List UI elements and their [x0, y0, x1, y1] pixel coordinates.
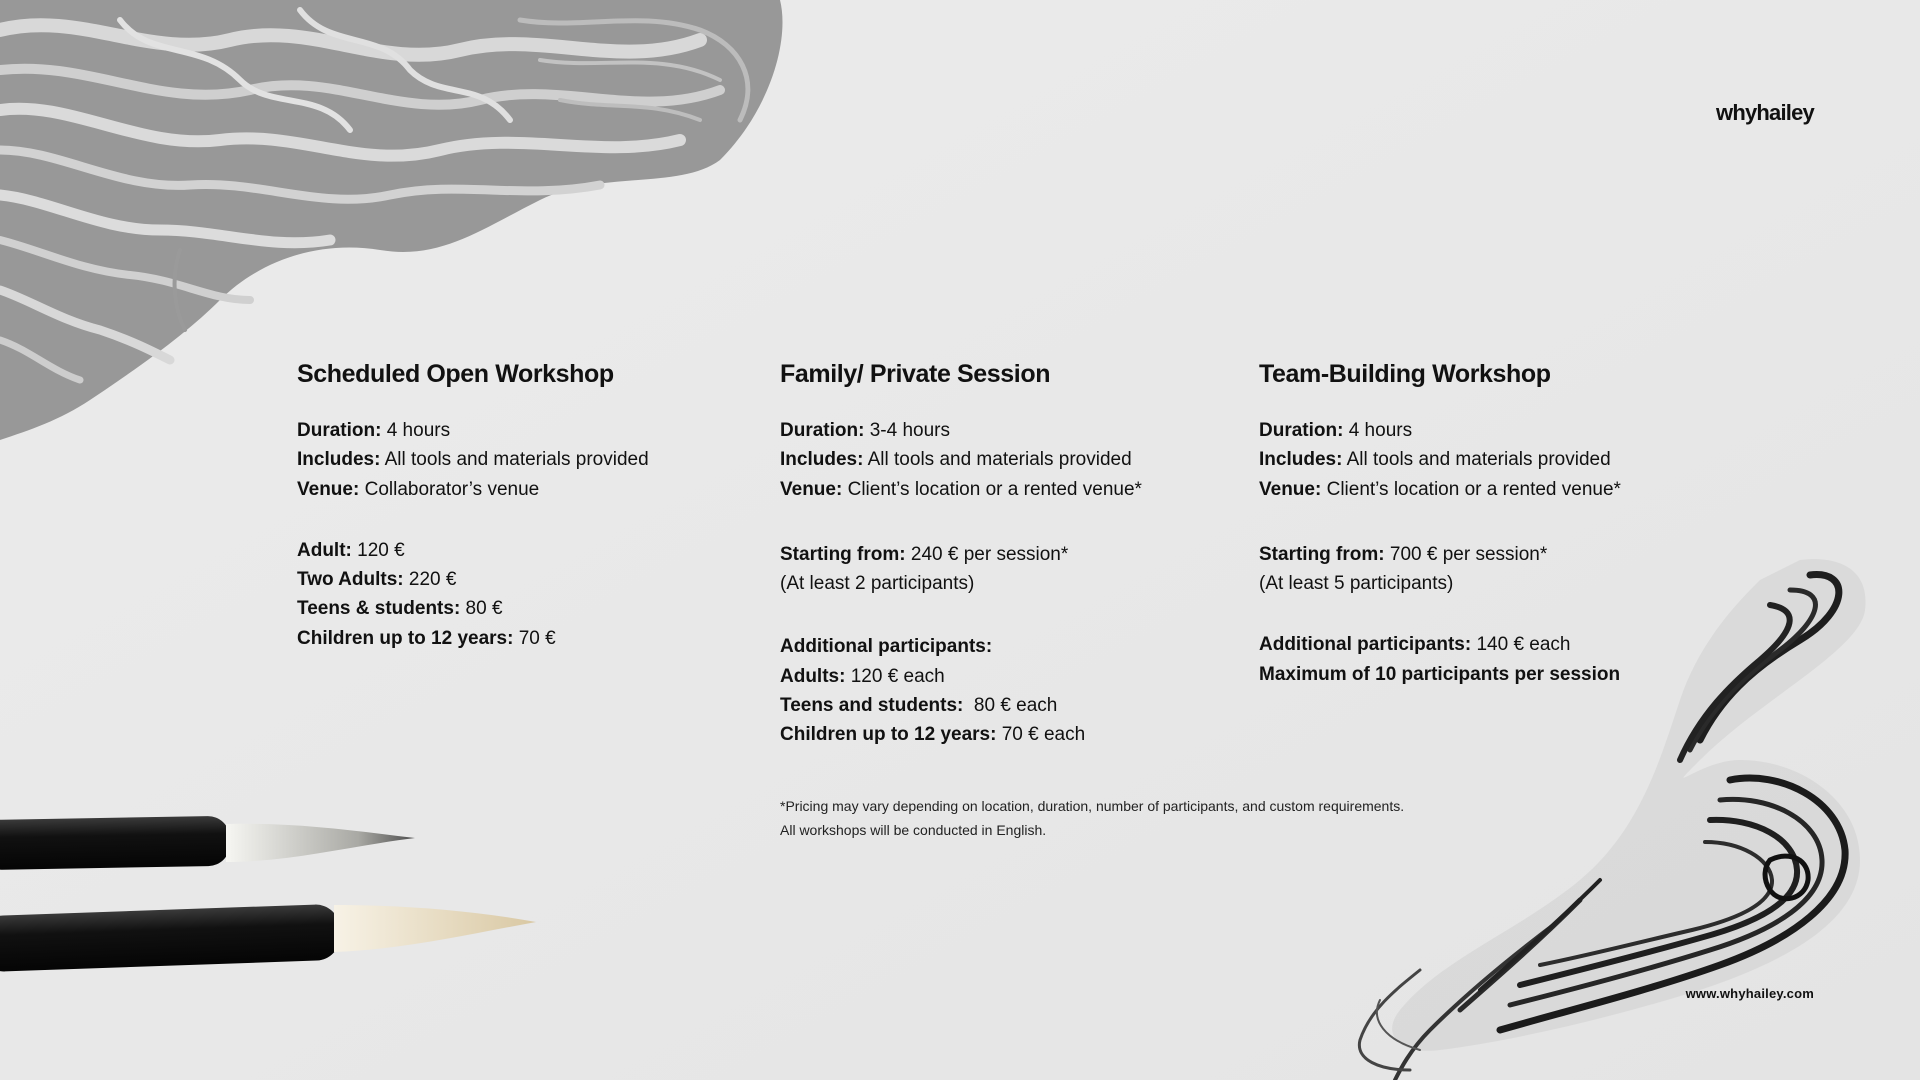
detail-includes: Includes: All tools and materials provided	[297, 449, 649, 471]
column-family-private-session	[780, 358, 1142, 750]
price-teens-students: Teens & students: 80 €	[297, 598, 503, 620]
additional-heading: Additional participants:	[780, 636, 993, 658]
detail-venue: Venue: Client’s location or a rented venue*	[780, 478, 1142, 500]
website-link[interactable]: www.whyhailey.com	[1685, 986, 1814, 1001]
column-title: Family/ Private Session	[780, 360, 1051, 388]
pricing-group	[780, 540, 1142, 599]
details-group	[1259, 416, 1621, 504]
detail-duration: Duration: 4 hours	[1259, 420, 1413, 441]
price-two-adults: Two Adults: 220 €	[297, 569, 457, 591]
pricing-group	[1259, 540, 1621, 599]
starting-from: Starting from: 700 € per session*	[1259, 543, 1548, 565]
detail-venue: Venue: Collaborator’s venue	[297, 478, 540, 500]
additional-children: Children up to 12 years: 70 € each	[780, 724, 1086, 746]
detail-duration: Duration: 4 hours	[297, 420, 451, 441]
additional-participants: Additional participants: 140 € each	[1259, 634, 1571, 656]
column-title: Team-Building Workshop	[1259, 360, 1551, 388]
maximum-participants: Maximum of 10 participants per session	[1259, 663, 1621, 685]
detail-includes: Includes: All tools and materials provided	[1259, 449, 1611, 471]
additional-group	[1259, 630, 1621, 689]
brand-logo: whyhailey	[1716, 100, 1814, 125]
footnote-pricing: *Pricing may vary depending on location, duration, number of participants, and custom requirements.	[780, 798, 1405, 814]
details-group	[297, 416, 649, 504]
column-title: Scheduled Open Workshop	[297, 360, 614, 388]
column-team-building-workshop	[1259, 358, 1621, 689]
details-group	[780, 416, 1142, 504]
detail-venue: Venue: Client’s location or a rented venue*	[1259, 478, 1621, 500]
prices-group	[297, 536, 649, 653]
minimum-participants: (At least 5 participants)	[1259, 573, 1454, 595]
additional-adults: Adults: 120 € each	[780, 665, 945, 687]
footnote	[780, 794, 1404, 842]
detail-duration: Duration: 3-4 hours	[780, 420, 950, 441]
price-adult: Adult: 120 €	[297, 539, 405, 561]
additional-teens-students: Teens and students: 80 € each	[780, 695, 1058, 717]
additional-group	[780, 632, 1142, 749]
minimum-participants: (At least 2 participants)	[780, 573, 975, 595]
detail-includes: Includes: All tools and materials provided	[780, 449, 1132, 471]
column-scheduled-open-workshop	[297, 358, 649, 653]
footnote-language: All workshops will be conducted in English.	[780, 822, 1047, 838]
starting-from: Starting from: 240 € per session*	[780, 543, 1069, 565]
price-children: Children up to 12 years: 70 €	[297, 627, 556, 649]
